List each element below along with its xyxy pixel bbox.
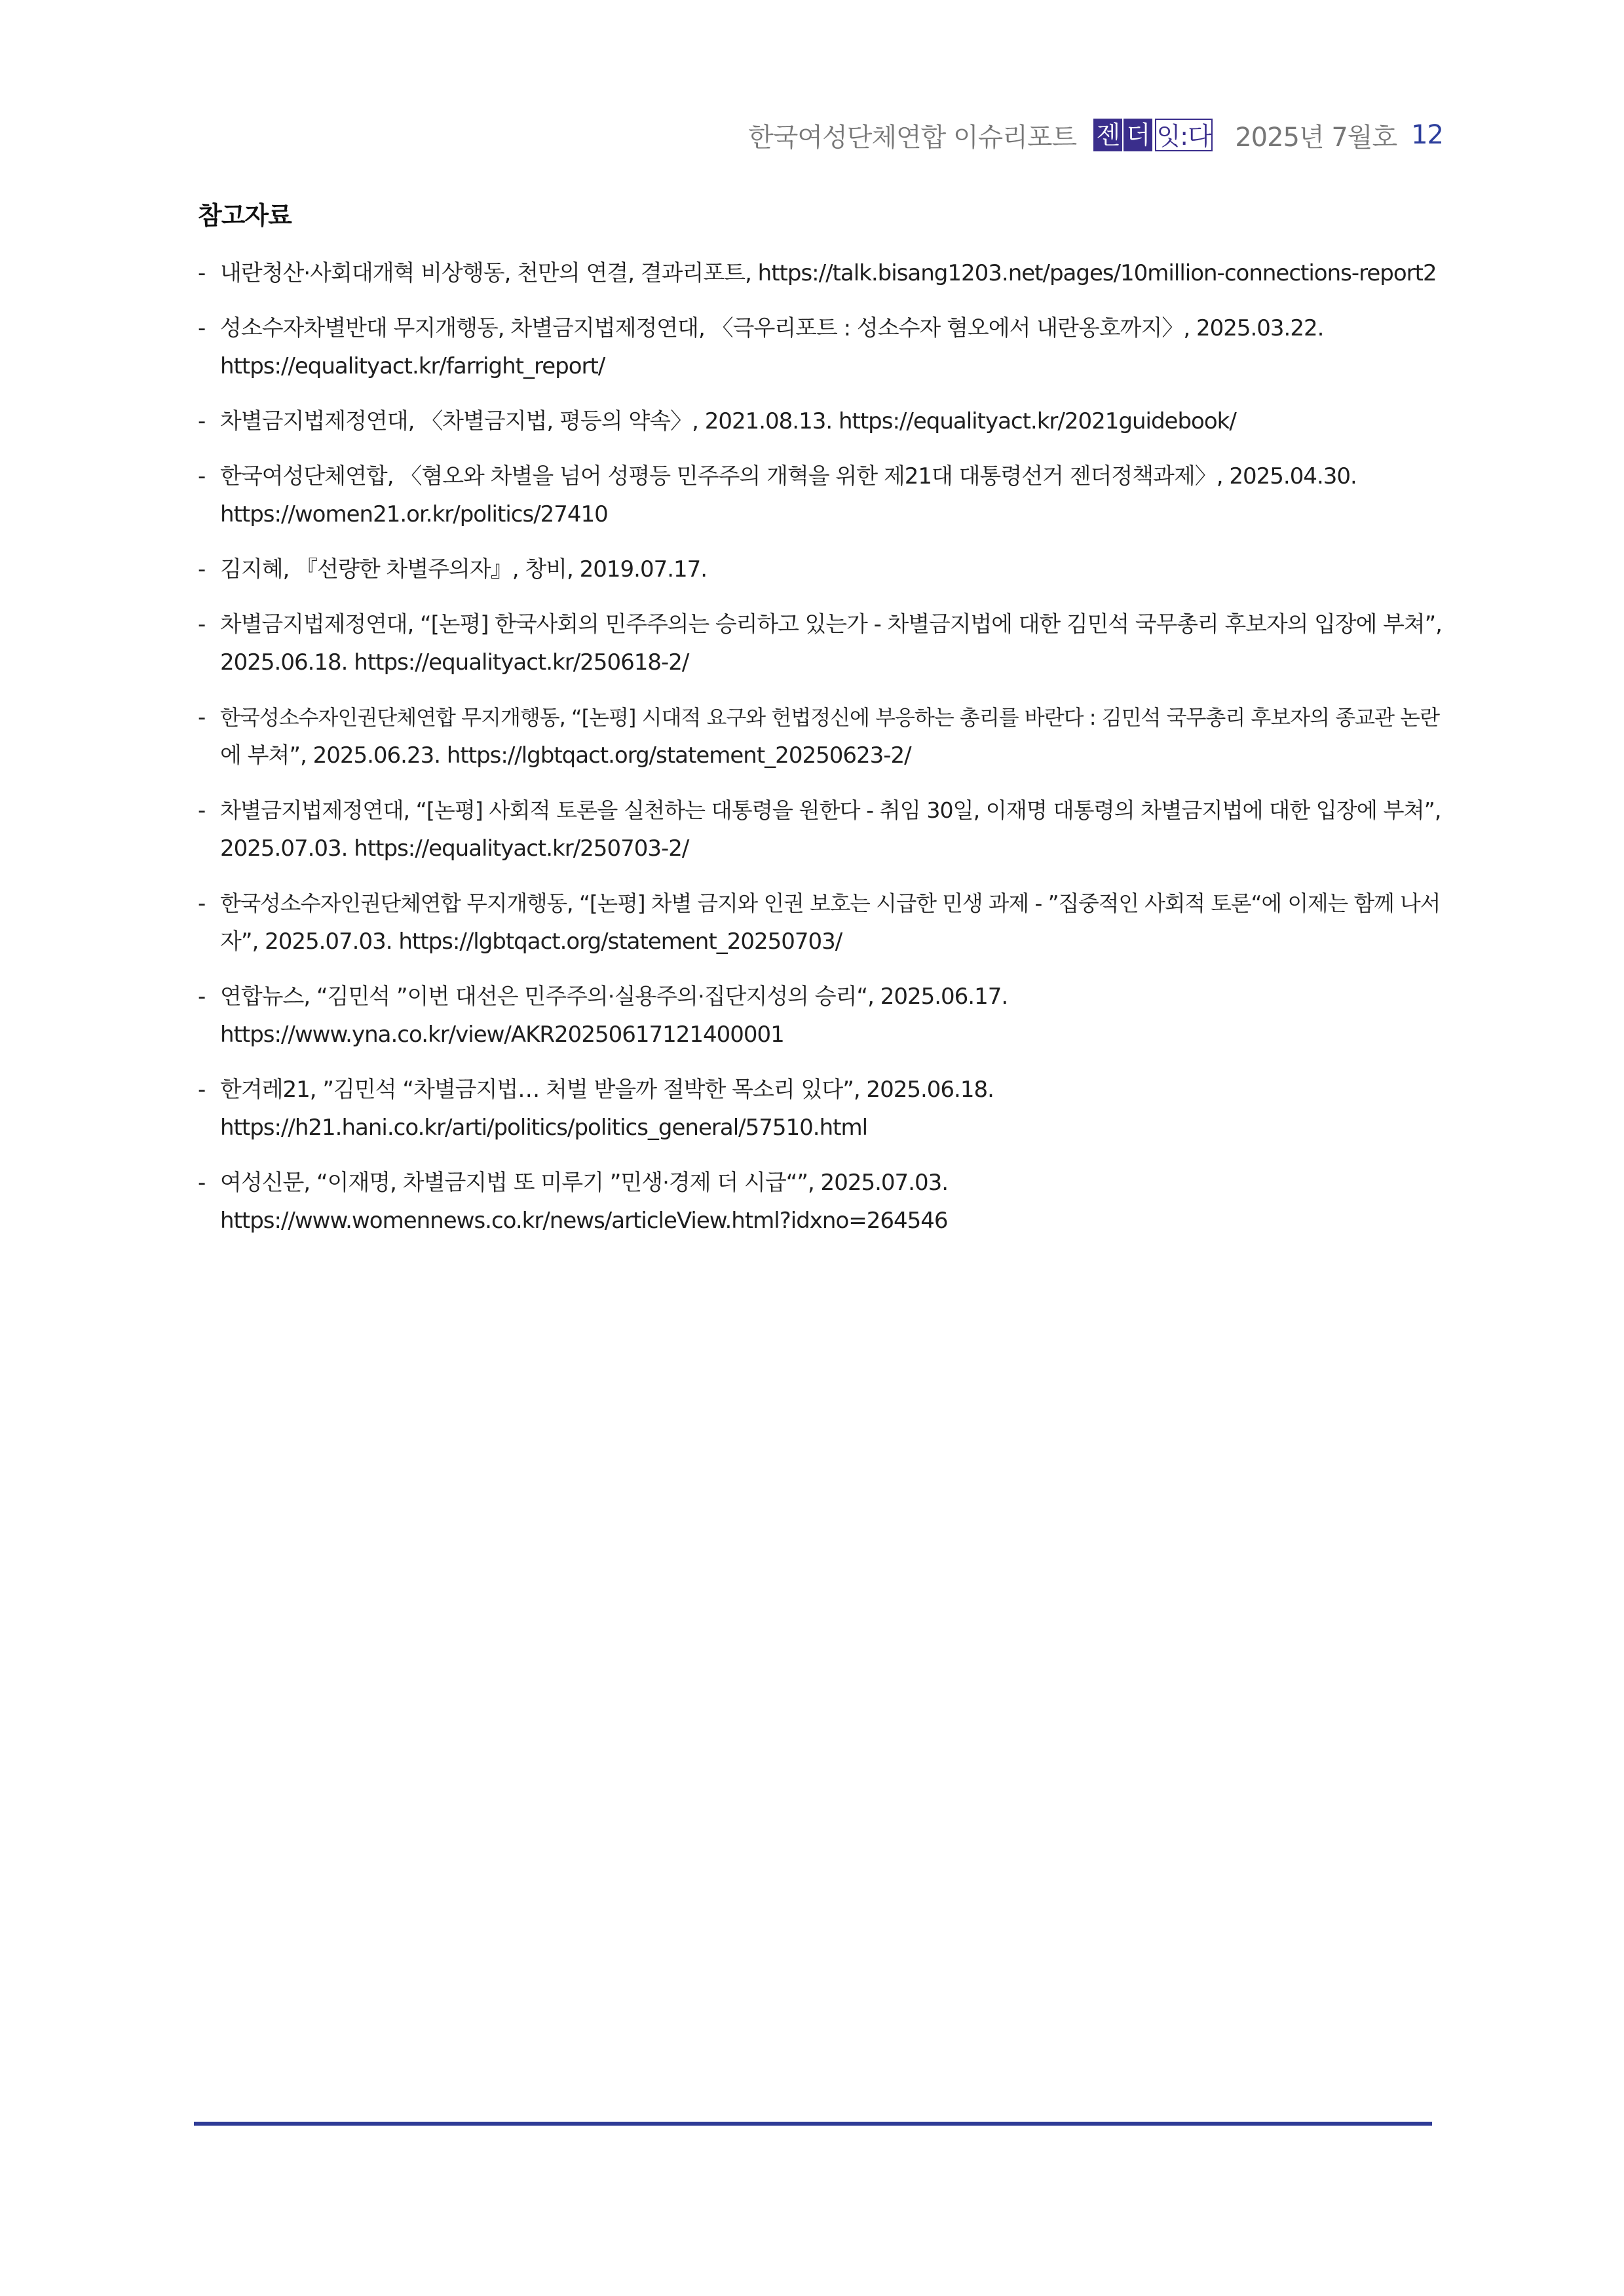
reference-item: [198, 254, 1443, 292]
reference-item: [198, 1071, 1443, 1147]
list-dash: -: [198, 1170, 206, 1196]
reference-line: 차별금지법제정연대, 〈차별금지법, 평등의 약속〉, 2021.08.13. https://equalityact.kr/2021guidebook/: [220, 408, 1236, 434]
list-dash: -: [198, 984, 206, 1010]
reference-line: 2025.07.03. https://equalityact.kr/250703-2/: [220, 835, 689, 862]
reference-line: https://h21.hani.co.kr/arti/politics/politics_general/57510.html: [220, 1115, 868, 1141]
reference-line: https://www.yna.co.kr/view/AKR20250617121400001: [220, 1022, 784, 1048]
reference-item: [198, 1164, 1443, 1240]
list-dash: -: [198, 260, 206, 286]
logo-char-3: 잇:다: [1155, 119, 1213, 151]
logo-char-1: 젠: [1093, 119, 1122, 151]
reference-item: [198, 605, 1443, 681]
list-dash: -: [198, 315, 206, 341]
reference-line: 성소수자차별반대 무지개행동, 차별금지법제정연대, 〈극우리포트 : 성소수자 혐오에서 내란옹호까지〉, 2025.03.22.: [220, 315, 1324, 341]
reference-line: 에 부쳐”, 2025.06.23. https://lgbtqact.org/statement_20250623-2/: [220, 742, 911, 769]
page-number: 12: [1411, 120, 1443, 150]
footer-divider: [194, 2122, 1432, 2126]
list-dash: -: [198, 463, 206, 489]
reference-line: 내란청산·사회대개혁 비상행동, 천만의 연결, 결과리포트, https://talk.bisang1203.net/pages/10million-connections-report2: [220, 260, 1437, 286]
reference-item: [198, 698, 1443, 775]
list-dash: -: [198, 1077, 206, 1103]
page-header: [748, 115, 1443, 155]
reference-line: 자”, 2025.07.03. https://lgbtqact.org/statement_20250703/: [220, 928, 842, 955]
newsletter-logo: [1093, 117, 1213, 153]
reference-line: https://equalityact.kr/farright_report/: [220, 353, 605, 379]
reference-item: [198, 309, 1443, 385]
list-dash: -: [198, 611, 206, 638]
reference-item: [198, 402, 1443, 440]
reference-item: [198, 792, 1443, 868]
reference-line: 한겨레21, ”김민석 “차별금지법… 처벌 받을까 절박한 목소리 있다”, 2025.06.18.: [220, 1077, 994, 1103]
publication-name: 한국여성단체연합 이슈리포트: [748, 122, 1077, 153]
reference-item: [198, 978, 1443, 1054]
reference-line: 여성신문, “이재명, 차별금지법 또 미루기 ”민생·경제 더 시급“”, 2025.07.03.: [220, 1170, 949, 1196]
reference-line: https://www.womennews.co.kr/news/articleView.html?idxno=264546: [220, 1208, 948, 1234]
reference-line: 김지혜, 『선량한 차별주의자』, 창비, 2019.07.17.: [220, 556, 708, 583]
reference-item: [198, 885, 1443, 961]
list-dash: -: [198, 797, 206, 824]
reference-item: [198, 457, 1443, 533]
reference-line: 한국성소수자인권단체연합 무지개행동, “[논평] 시대적 요구와 헌법정신에 부응하는 총리를 바란다 : 김민석 국무총리 후보자의 종교관 논란: [220, 705, 1439, 730]
list-dash: -: [198, 408, 206, 434]
reference-line: 한국성소수자인권단체연합 무지개행동, “[논평] 차별 금지와 인권 보호는 시급한 민생 과제 - ”집중적인 사회적 토론“에 이제는 함께 나서: [220, 891, 1441, 916]
reference-list: [198, 254, 1443, 1257]
logo-char-2: 더: [1124, 119, 1152, 151]
reference-item: [198, 550, 1443, 588]
reference-line: 한국여성단체연합, 〈혐오와 차별을 넘어 성평등 민주주의 개혁을 위한 제21대 대통령선거 젠더정책과제〉, 2025.04.30.: [220, 463, 1357, 489]
reference-line: 차별금지법제정연대, “[논평] 사회적 토론을 실천하는 대통령을 원한다 - 취임 30일, 이재명 대통령의 차별금지법에 대한 입장에 부쳐”,: [220, 797, 1441, 823]
reference-line: 연합뉴스, “김민석 ”이번 대선은 민주주의·실용주의·집단지성의 승리“, 2025.06.17.: [220, 984, 1008, 1010]
list-dash: -: [198, 556, 206, 583]
list-dash: -: [198, 704, 206, 731]
list-dash: -: [198, 890, 206, 917]
reference-line: 2025.06.18. https://equalityact.kr/250618-2/: [220, 649, 689, 676]
section-title: 참고자료: [198, 201, 292, 230]
issue-date: 2025년 7월호: [1235, 122, 1397, 153]
reference-line: https://women21.or.kr/politics/27410: [220, 501, 608, 527]
reference-line: 차별금지법제정연대, “[논평] 한국사회의 민주주의는 승리하고 있는가 - 차별금지법에 대한 김민석 국무총리 후보자의 입장에 부쳐”,: [220, 611, 1442, 637]
